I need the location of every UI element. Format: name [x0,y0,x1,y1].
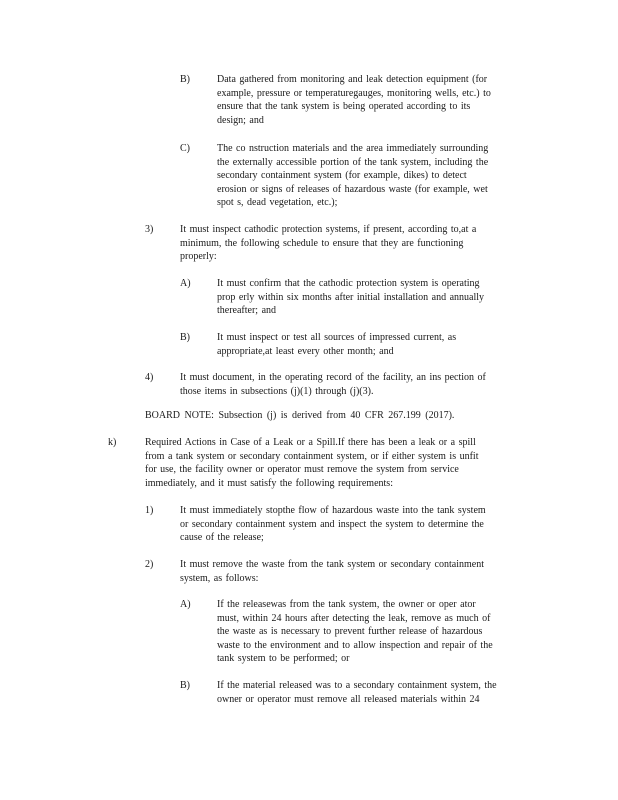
paragraph: If the material released was to a secondary containment system, the owner or operator must remove all released materials within 24 [217,680,497,705]
item-label: B) [180,74,190,85]
paragraph: It must inspect cathodic protection systems, if present, according to,at a minimum, the following schedule to ensure that they are functioning properly: [180,224,477,263]
item-label: 1) [145,505,154,516]
paragraph: The co nstruction materials and the area immediately surrounding the externally accessible portion of the tank system, including the secondary containment system (for example, dikes) to detect erosion or signs of releases of hazardous waste (for example, wet spot s, dead vegetation, etc.); [217,143,489,209]
paragraph: It must document, in the operating record of the facility, an ins pection of those items in subsections (j)(1) through (j)(3). [180,372,486,397]
item-label: C) [180,143,190,154]
item-label: 2) [145,559,154,570]
paragraph: It must immediately stopthe flow of hazardous waste into the tank system or secondary containment system and inspect the system to determine the cause of the release; [180,505,486,544]
item-label: 4) [145,372,154,383]
paragraph: It must confirm that the cathodic protection system is operating prop erly within six months after initial installation and annually thereafter; and [217,278,485,317]
item-label: k) [108,437,117,448]
item-label: A) [180,278,191,289]
item-label: B) [180,680,190,691]
paragraph: If the releasewas from the tank system, the owner or oper ator must, within 24 hours after detecting the leak, remove as much of the waste as is necessary to prevent further release of hazardous waste to the environment and to allow inspection and repair of the tank system to be performed; or [217,599,493,665]
paragraph: Data gathered from monitoring and leak detection equipment (for example, pressure or temperaturegauges, monitoring wells, etc.) to ensure that the tank system is being operated according to its design; and [217,74,491,126]
paragraph: It must remove the waste from the tank system or secondary containment system, as follows: [180,559,484,584]
item-label: 3) [145,224,154,235]
item-label: B) [180,332,190,343]
board-note: BOARD NOTE: Subsection (j) is derived from 40 CFR 267.199 (2017). [145,410,455,421]
paragraph: It must inspect or test all sources of impressed current, as appropriate,at least every other month; and [217,332,457,357]
paragraph: Required Actions in Case of a Leak or a Spill.If there has been a leak or a spill from a tank system or secondary containment system, or if either system is unfit for use, the facility owner or operator must remove the system from service immediately, and it must satisfy the following requirements: [145,437,479,489]
item-label: A) [180,599,191,610]
